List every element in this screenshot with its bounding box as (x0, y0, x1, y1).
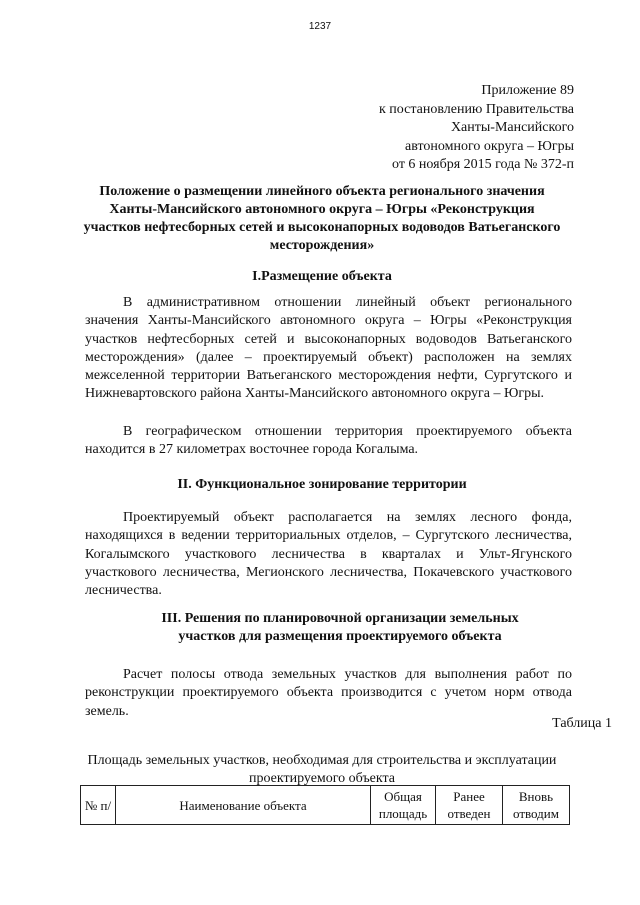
table-caption: Площадь земельных участков, необходимая для строительства и эксплуатации проектируемого объекта (87, 753, 557, 786)
header-total-area: Общая площадь (371, 786, 436, 825)
header-previously-allotted: Ранее отведен (436, 786, 503, 825)
section-3-paragraph: Расчет полосы отвода земельных участков для выполнения работ по реконструкции проектируемого объекта производится с учетом норм отвода земель. (85, 667, 572, 719)
appendix-line: от 6 ноября 2015 года № 372-п (392, 157, 574, 172)
table-header-row (81, 786, 570, 825)
section-1-paragraph: В административном отношении линейный объект регионального значения Ханты-Мансийского автономного округа – Югры «Реконструкция участков нефтесборных сетей и высоконапорных водоводов Ватьеганского месторождения» (далее – проектируемый объект) расположен на землях межселенной территории Ватьеганского месторождения нефти, Сургутского и Нижневартовского района Ханты-Мансийского автономного округа – Югры. (85, 295, 572, 402)
appendix-line: к постановлению Правительства (378, 101, 574, 117)
land-area-table (80, 785, 570, 825)
header-object-name: Наименование объекта (116, 786, 371, 825)
table-label: Таблица 1 (552, 716, 612, 731)
document-title: Положение о размещении линейного объекта регионального значения Ханты-Мансийского автономного округа – Югры «Реконструкция участков нефтесборных сетей и высоконапорных водоводов Ватьеганского месторождения» (83, 184, 561, 253)
section-3-heading: III. Решения по планировочной организации земельных участков для размещения проектируемого объекта (161, 611, 519, 644)
header-newly-allotted: Вновь отводим (503, 786, 570, 825)
appendix-line: автономного округа – Югры (405, 138, 574, 154)
section-1-heading: I.Размещение объекта (252, 269, 392, 284)
section-1-paragraph: В географическом отношении территория проектируемого объекта находится в 27 километрах восточнее города Когалыма. (85, 424, 572, 458)
appendix-line: Приложение 89 (481, 83, 574, 98)
header-number: № п/ (81, 786, 116, 825)
section-2-heading: II. Функциональное зонирование территории (177, 477, 467, 492)
appendix-block (379, 82, 574, 175)
page-number: 1237 (308, 21, 332, 32)
appendix-line: Ханты-Мансийского (450, 120, 574, 135)
section-2-paragraph: Проектируемый объект располагается на землях лесного фонда, находящихся в ведении территориальных отделов, – Сургутского лесничества, Когалымского участкового лесничества в кварталах и Ульт-Ягунского участкового лесничества, Мегионского лесничества, Покачевского участкового лесничества. (85, 510, 572, 599)
